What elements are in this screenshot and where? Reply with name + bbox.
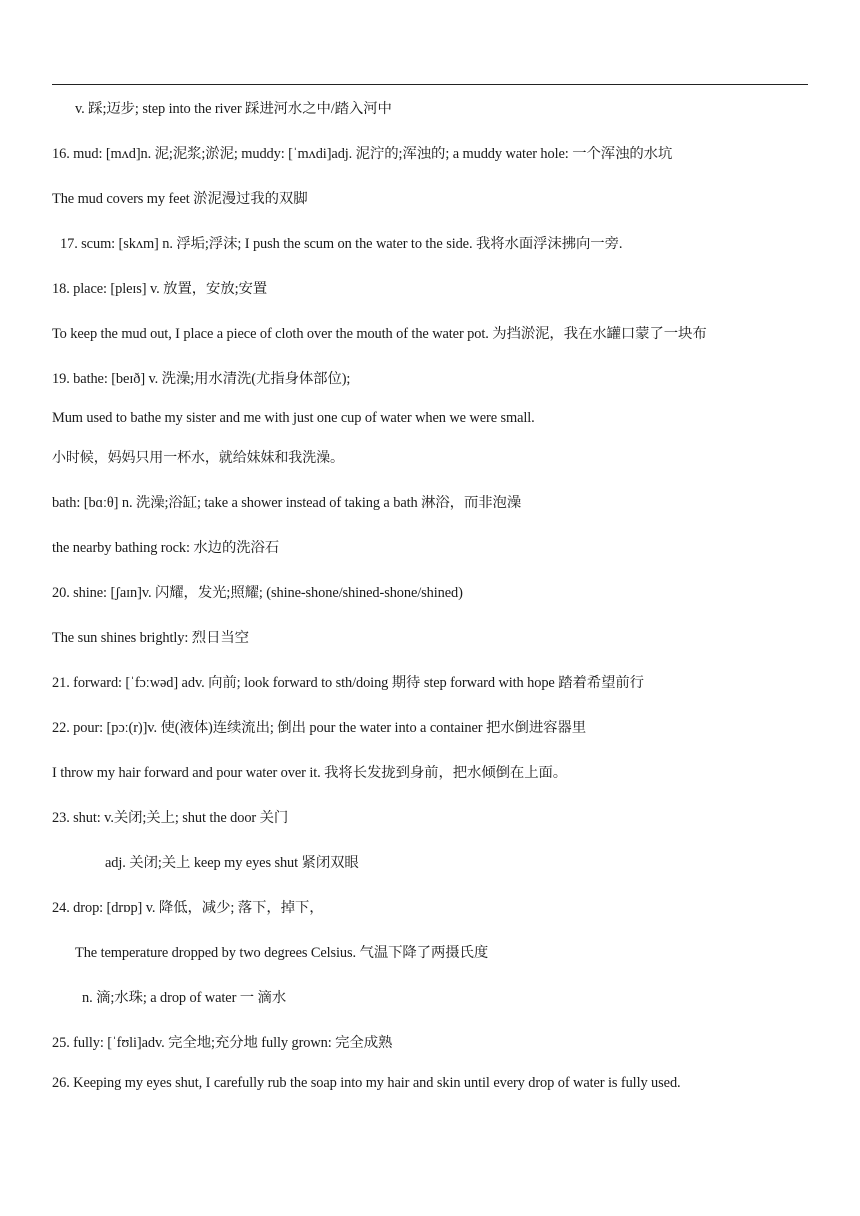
line-step-definition: v. 踩;迈步; step into the river 踩进河水之中/踏入河中	[75, 101, 392, 117]
line-21-forward: 21. forward: [ˈfɔːwəd] adv. 向前; look forward to sth/doing 期待 step forward with hope 踏着希望前行	[52, 675, 644, 691]
line-bathing-rock: the nearby bathing rock: 水边的洗浴石	[52, 540, 280, 556]
line-drop-example: The temperature dropped by two degrees Celsius. 气温下降了两摄氏度	[75, 945, 489, 961]
line-26-sentence: 26. Keeping my eyes shut, I carefully rub the soap into my hair and skin until every drop of water is fully used.	[52, 1075, 681, 1091]
line-22-pour: 22. pour: [pɔː(r)]v. 使(液体)连续流出; 倒出 pour the water into a container 把水倒进容器里	[52, 720, 586, 736]
line-25-fully: 25. fully: [ˈfʊli]adv. 完全地;充分地 fully grown: 完全成熟	[52, 1035, 393, 1051]
header-rule	[52, 84, 808, 85]
line-mud-example: The mud covers my feet 淤泥漫过我的双脚	[52, 191, 308, 207]
line-bath: bath: [bɑːθ] n. 洗澡;浴缸; take a shower instead of taking a bath 淋浴，而非泡澡	[52, 495, 522, 511]
line-place-example: To keep the mud out, I place a piece of cloth over the mouth of the water pot. 为挡淤泥，我在水罐口蒙了一块布	[52, 326, 707, 342]
line-24-drop: 24. drop: [drɒp] v. 降低，减少; 落下，掉下，	[52, 900, 324, 916]
line-19-bathe: 19. bathe: [beɪð] v. 洗澡;用水清洗(尤指身体部位);	[52, 371, 351, 387]
line-17-scum: 17. scum: [skʌm] n. 浮垢;浮沫; I push the scum on the water to the side. 我将水面浮沫拂向一旁.	[60, 236, 623, 252]
line-shine-example: The sun shines brightly: 烈日当空	[52, 630, 249, 646]
line-shut-adj: adj. 关闭;关上 keep my eyes shut 紧闭双眼	[105, 855, 359, 871]
line-bathe-example-en: Mum used to bathe my sister and me with just one cup of water when we were small.	[52, 410, 535, 426]
line-23-shut: 23. shut: v.关闭;关上; shut the door 关门	[52, 810, 289, 826]
line-drop-noun: n. 滴;水珠; a drop of water 一 滴水	[82, 990, 287, 1006]
line-16-mud: 16. mud: [mʌd]n. 泥;泥浆;淤泥; muddy: [ˈmʌdi]adj. 泥泞的;浑浊的; a muddy water hole: 一个浑浊的水坑	[52, 146, 673, 162]
line-20-shine: 20. shine: [ʃaɪn]v. 闪耀，发光;照耀; (shine-shone/shined-shone/shined)	[52, 585, 463, 601]
line-pour-example: I throw my hair forward and pour water over it. 我将长发拢到身前，把水倾倒在上面。	[52, 765, 568, 781]
line-18-place: 18. place: [pleɪs] v. 放置，安放;安置	[52, 281, 268, 297]
line-bathe-example-zh: 小时候，妈妈只用一杯水，就给妹妹和我洗澡。	[52, 450, 344, 466]
